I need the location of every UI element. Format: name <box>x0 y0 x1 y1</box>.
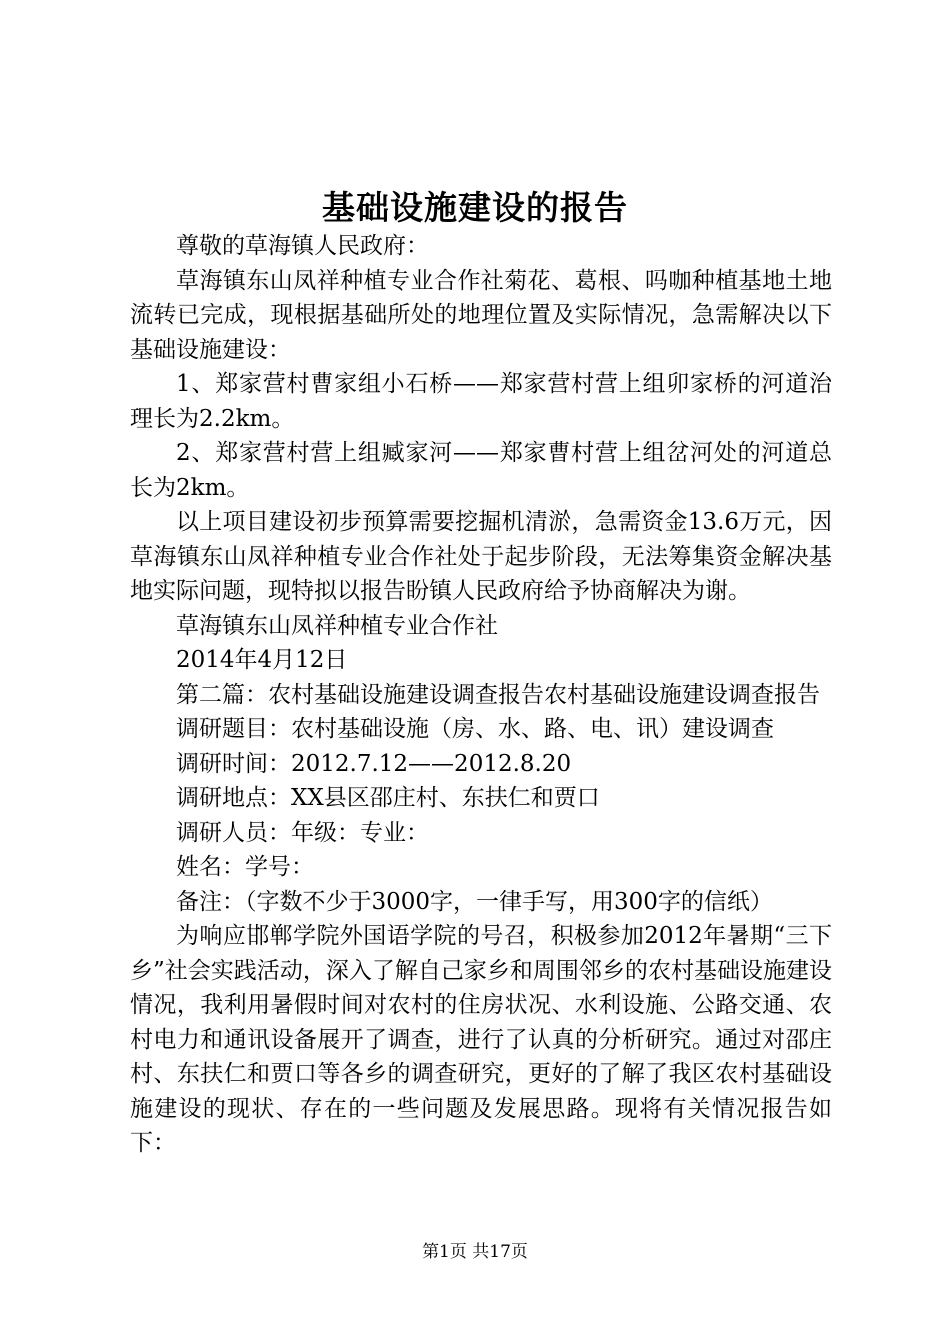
survey-location: 调研地点：XX县区邵庄村、东扶仁和贾口 <box>176 785 600 811</box>
salutation: 尊敬的草海镇人民政府： <box>176 233 429 259</box>
list-item-1: 1、郑家营村曹家组小石桥——郑家营村营上组卯家桥的河道治理长为2.2km。 <box>130 371 832 432</box>
survey-topic: 调研题目：农村基础设施（房、水、路、电、讯）建设调查 <box>176 716 774 742</box>
survey-name-id: 姓名：学号： <box>176 854 314 880</box>
document-body <box>130 229 832 1161</box>
paragraph-budget: 以上项目建设初步预算需要挖掘机清淤，急需资金13.6万元，因草海镇东山凤祥种植专业合作社处于起步阶段，无法筹集资金解决基地实际问题，现特拟以报告盼镇人民政府给予协商解决为谢。 <box>130 509 832 604</box>
signature-date: 2014年4月12日 <box>176 647 348 673</box>
signature-org: 草海镇东山凤祥种植专业合作社 <box>176 612 498 639</box>
survey-personnel: 调研人员：年级：专业： <box>176 819 429 846</box>
survey-remark: 备注：（字数不少于3000字，一律手写，用300字的信纸） <box>176 888 773 915</box>
section-heading: 第二篇：农村基础设施建设调查报告农村基础设施建设调查报告 <box>176 681 820 708</box>
survey-time: 调研时间：2012.7.12——2012.8.20 <box>176 750 572 777</box>
list-item-2: 2、郑家营村营上组臧家河——郑家曹村营上组岔河处的河道总长为2km。 <box>130 440 832 501</box>
page-footer: 第1页 共17页 <box>422 1242 528 1262</box>
paragraph-intro: 草海镇东山凤祥种植专业合作社菊花、葛根、吗咖种植基地土地流转已完成，现根据基础所处的地理位置及实际情况，急需解决以下基础设施建设： <box>130 267 832 363</box>
paragraph-survey-intro: 为响应邯郸学院外国语学院的号召，积极参加2012年暑期“三下乡”社会实践活动，深入了解自己家乡和周围邻乡的农村基础设施建设情况，我利用暑假时间对农村的住房状况、水利设施、公路交通、农村电力和通讯设备展开了调查，进行了认真的分析研究。通过对邵庄村、东扶仁和贾口等各乡的调查研究，更好的了解了我区农村基础设施建设的现状、存在的一些问题及发展思路。现将有关情况报告如下： <box>130 923 832 1156</box>
document-title: 基础设施建设的报告 <box>322 188 628 227</box>
